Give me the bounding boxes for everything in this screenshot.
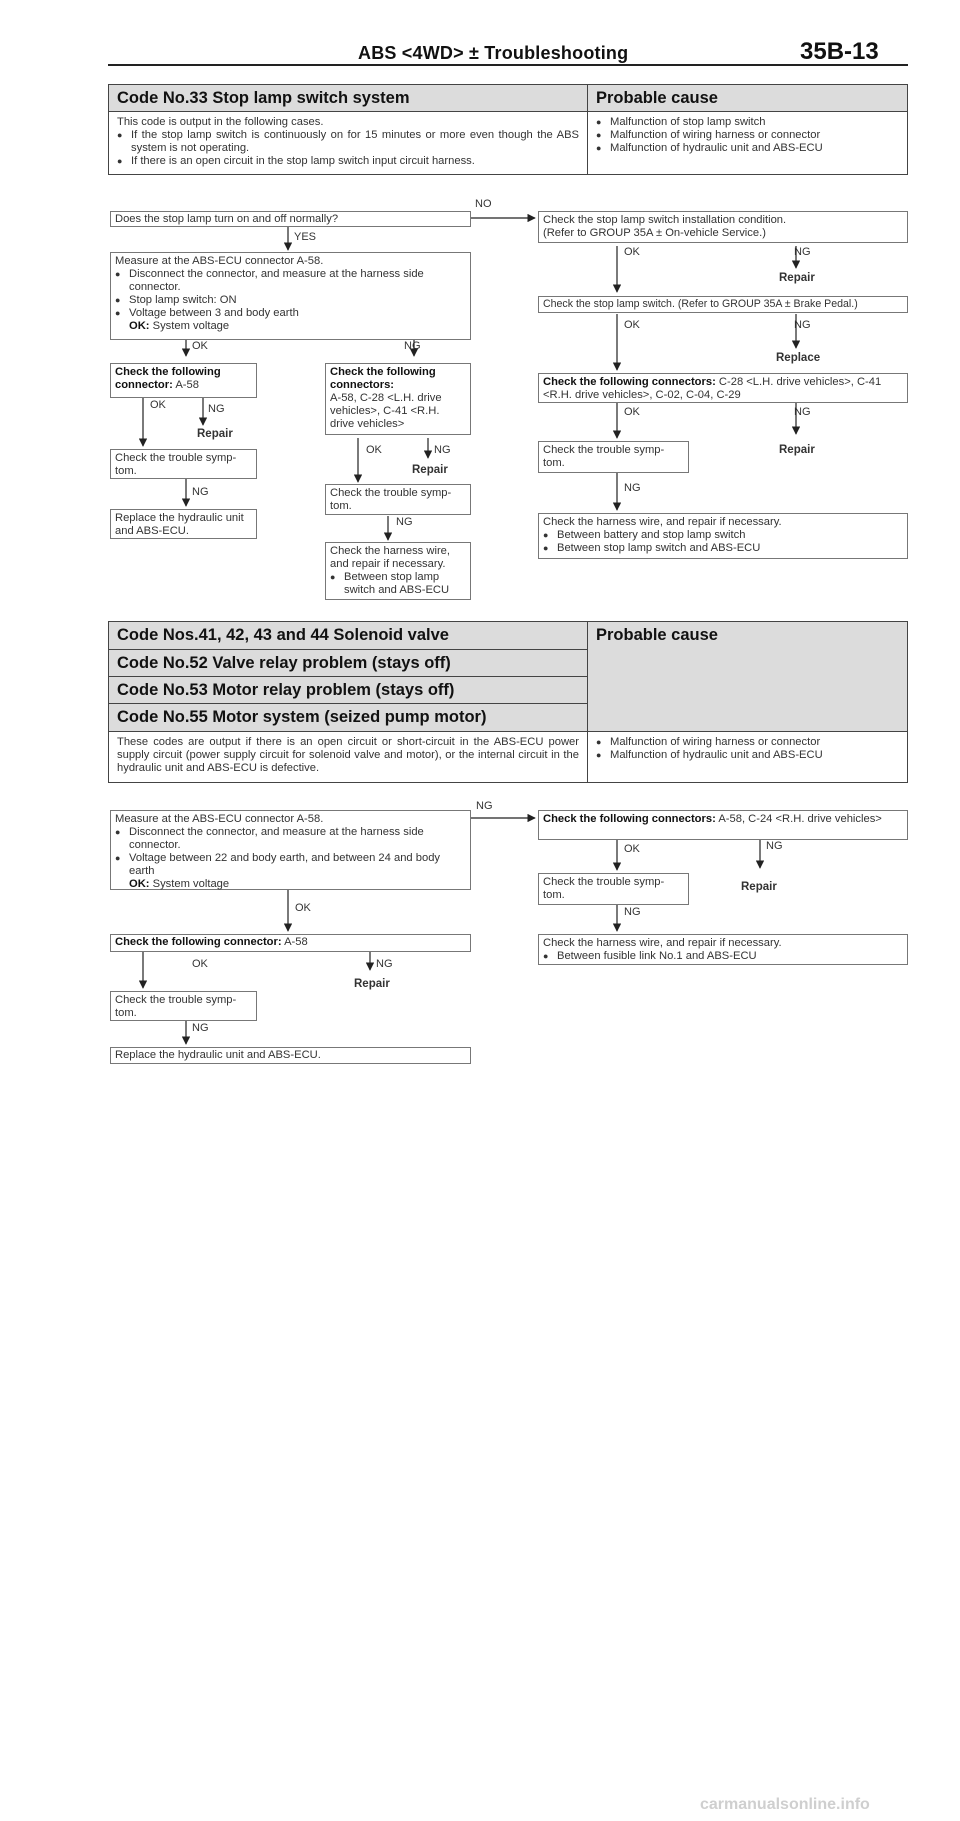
ng-label: NG bbox=[192, 486, 209, 498]
ok-label: OK bbox=[192, 340, 208, 352]
code33-description-item: ● If there is an open circuit in the stop lamp switch input circuit harness. bbox=[117, 155, 475, 167]
ng-label: NG bbox=[208, 403, 225, 415]
ng-label: NG bbox=[376, 958, 393, 970]
repair-label: Repair bbox=[741, 881, 777, 893]
trouble-symptom-box: Check the trouble symp- tom. bbox=[538, 873, 689, 905]
yes-label: YES bbox=[294, 231, 317, 243]
ok-label: OK bbox=[624, 319, 640, 331]
ng-label: NG bbox=[624, 482, 641, 494]
ng-label: NG bbox=[794, 319, 811, 331]
check-connector-a58-box-2: Check the following connector: A-58 bbox=[110, 934, 471, 952]
ok-label: OK bbox=[150, 399, 166, 411]
ok-label: OK bbox=[624, 843, 640, 855]
harness-check-box: Check the harness wire, and repair if necessary. ● Between stop lamp switch and ABS-ECU bbox=[325, 542, 471, 600]
code33-description-item: ● If the stop lamp switch is continuously on for 15 minutes or more even though the ABS system is not operating. bbox=[117, 129, 579, 154]
ng-label: NG bbox=[434, 444, 451, 456]
repair-label: Repair bbox=[779, 444, 815, 456]
check-connector-a58-box: Check the following connector: A-58 bbox=[110, 363, 257, 398]
replace-label: Replace bbox=[776, 352, 821, 364]
cause-item: ● Malfunction of hydraulic unit and ABS-ECU bbox=[596, 749, 823, 761]
harness-check-box-2: Check the harness wire, and repair if necessary. ● Between fusible link No.1 and ABS-ECU bbox=[538, 934, 908, 965]
ok-label: OK bbox=[624, 246, 640, 258]
code33-probable-cause-title: Probable cause bbox=[587, 85, 907, 111]
code33-title: Code No.33 Stop lamp switch system bbox=[109, 85, 587, 111]
code41-probable-cause-title: Probable cause bbox=[587, 622, 907, 731]
ok-label: OK bbox=[295, 902, 311, 914]
page-number: 35B-13 bbox=[800, 38, 879, 65]
cause-item: ● Malfunction of stop lamp switch bbox=[596, 116, 766, 128]
watermark: carmanualsonline.info bbox=[700, 1796, 870, 1813]
ng-label: NG bbox=[766, 840, 783, 852]
measure-a58-box: Measure at the ABS-ECU connector A-58. ● Disconnect the connector, and measure at the harness side connector. ● Stop lamp switch: ON ● Voltage between 3 and body earth OK: System voltage bbox=[110, 252, 471, 340]
ng-label: NG bbox=[404, 340, 421, 352]
trouble-symptom-box: Check the trouble symp- tom. bbox=[110, 991, 257, 1021]
replace-hydraulic-unit-box: Replace the hydraulic unit and ABS-ECU. bbox=[110, 1047, 471, 1064]
cause-item: ● Malfunction of wiring harness or connector bbox=[596, 129, 821, 141]
ok-label: OK bbox=[366, 444, 382, 456]
cause-item: ● Malfunction of hydraulic unit and ABS-ECU bbox=[596, 142, 823, 154]
repair-label: Repair bbox=[779, 272, 815, 284]
ng-label: NG bbox=[192, 1022, 209, 1034]
right-connectors-box-2: Check the following connectors: A-58, C-24 <R.H. drive vehicles> bbox=[538, 810, 908, 840]
cause-item: ● Malfunction of wiring harness or connector bbox=[596, 736, 821, 748]
code33-description-intro: This code is output in the following cases. bbox=[117, 116, 324, 128]
code41-description: These codes are output if there is an open circuit or short-circuit in the ABS-ECU power supply circuit (power supply circuit for solenoid valve and motor), or the internal circuit in the hydraulic unit and ABS-ECU is defective. bbox=[109, 731, 587, 782]
repair-label: Repair bbox=[354, 978, 390, 990]
harness-right-box: Check the harness wire, and repair if necessary. ● Between battery and stop lamp switch ● Between stop lamp switch and ABS-ECU bbox=[538, 513, 908, 559]
ng-label: NG bbox=[396, 516, 413, 528]
ng-label: NG bbox=[794, 406, 811, 418]
repair-label: Repair bbox=[412, 464, 448, 476]
repair-label: Repair bbox=[197, 428, 233, 440]
right-connectors-box: Check the following connectors: C-28 <L.H. drive vehicles>, C-41 <R.H. drive vehicles>, C-02, C-04, C-29 bbox=[538, 373, 908, 403]
code-title: Code No.53 Motor relay problem (stays off) bbox=[109, 676, 587, 703]
page-header-title: ABS <4WD> ± Troubleshooting bbox=[358, 43, 629, 63]
measure-a58-box-2: Measure at the ABS-ECU connector A-58. ● Disconnect the connector, and measure at the harness side connector. ● Voltage between 22 and body earth, and between 24 and body earth OK: System voltage bbox=[110, 810, 471, 890]
trouble-symptom-box: Check the trouble symp- tom. bbox=[325, 484, 471, 515]
ok-label: OK bbox=[624, 406, 640, 418]
code-title: Code No.55 Motor system (seized pump motor) bbox=[109, 703, 587, 731]
ng-label: NG bbox=[794, 246, 811, 258]
ok-label: OK bbox=[192, 958, 208, 970]
code-title: Code No.52 Valve relay problem (stays off) bbox=[109, 649, 587, 676]
ng-label: NG bbox=[476, 800, 493, 812]
replace-hydraulic-unit-box: Replace the hydraulic unit and ABS-ECU. bbox=[110, 509, 257, 539]
trouble-symptom-box: Check the trouble symp- tom. bbox=[538, 441, 689, 473]
stop-lamp-question: Does the stop lamp turn on and off normally? bbox=[110, 211, 471, 227]
ng-label: NG bbox=[624, 906, 641, 918]
stop-lamp-switch-check-box: Check the stop lamp switch. (Refer to GROUP 35A ± Brake Pedal.) bbox=[538, 296, 908, 313]
trouble-symptom-box: Check the trouble symp- tom. bbox=[110, 449, 257, 479]
code-title: Code Nos.41, 42, 43 and 44 Solenoid valve bbox=[109, 622, 587, 649]
install-check-box: Check the stop lamp switch installation condition. (Refer to GROUP 35A ± On-vehicle Service.) bbox=[538, 211, 908, 243]
check-connectors-box: Check the following connectors: A-58, C-28 <L.H. drive vehicles>, C-41 <R.H. drive vehicles> bbox=[325, 363, 471, 435]
no-label: NO bbox=[475, 198, 492, 210]
